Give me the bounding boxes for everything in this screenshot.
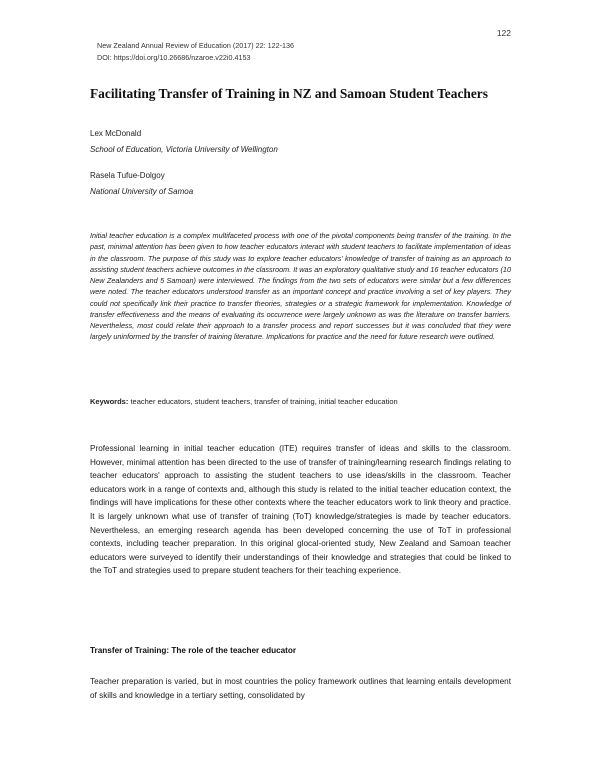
keywords-text: teacher educators, student teachers, transfer of training, initial teacher education (130, 397, 398, 406)
journal-header (97, 40, 294, 63)
intro-paragraph: Professional learning in initial teacher education (ITE) requires transfer of ideas and skills to the classroom. However, minimal attention has been directed to the use of transfer of training/learning research findings relating to teacher educators' approach to assisting the student teachers to use ideas/skills in the classroom. Teacher educators work in a range of contexts and, although this study is related to the initial teacher education context, the findings will have implications for these other contexts where the teacher educators work to link theory and practice. It is largely unknown what use of transfer of training (ToT) knowledge/strategies is made by teacher educators. Nevertheless, an emerging research agenda has been developed concerning the use of ToT in professional contexts, including teacher preparation. In this original glocal-oriented study, New Zealand and Samoan teacher educators were surveyed to identify their understandings of their knowledge and strategies that could be linked to the ToT and strategies used to prepare student teachers for their teaching experience. (90, 444, 511, 576)
section-heading: Transfer of Training: The role of the teacher educator (90, 646, 297, 655)
section-paragraph: Teacher preparation is varied, but in most countries the policy framework outlines that learning entails development of skills and knowledge in a tertiary setting, consolidated by (90, 677, 511, 700)
journal-citation: New Zealand Annual Review of Education (2017) 22: 122-136 (97, 41, 294, 50)
paper-title: Facilitating Transfer of Training in NZ and Samoan Student Teachers (90, 86, 488, 101)
keywords-label: Keywords: (90, 397, 129, 406)
author-affiliation: National University of Samoa (90, 187, 194, 196)
doi-link[interactable]: DOI: https://doi.org/10.26686/nzaroe.v22i0.4153 (97, 52, 251, 62)
keywords (90, 397, 520, 406)
author-affiliation: School of Education, Victoria University of Wellington (90, 145, 278, 154)
author-name: Rasela Tufue-Dolgoy (90, 171, 165, 180)
author-name: Lex McDonald (90, 129, 142, 138)
page-number: 122 (496, 28, 511, 38)
abstract: Initial teacher education is a complex multifaceted process with one of the pivotal components being transfer of the training. In the past, minimal attention has been given to how teacher educators interact with student teachers to facilitate implementation of ideas in the classroom. The purpose of this study was to explore teacher educators' knowledge of transfer of training as an approach to assisting student teachers achieve outcomes in the classroom. It was an exploratory qualitative study and 16 teacher educators (10 New Zealanders and 5 Samoan) were interviewed. The findings from the two sets of educators were similar but a few differences were noted. The teacher educators understood transfer as an important concept and practice involving a set of key players. They could not specifically link their practice to transfer theories, strategies or a strategic framework for implementation. Knowledge of transfer effectiveness and the means of evaluating its occurrence were largely unknown as was the literature on transfer barriers. Nevertheless, most could relate their approach to a transfer process and report successes but it was concluded that they were largely uninformed by the transfer of training literature. Implications for practice and the need for future research were outlined. (90, 231, 511, 342)
